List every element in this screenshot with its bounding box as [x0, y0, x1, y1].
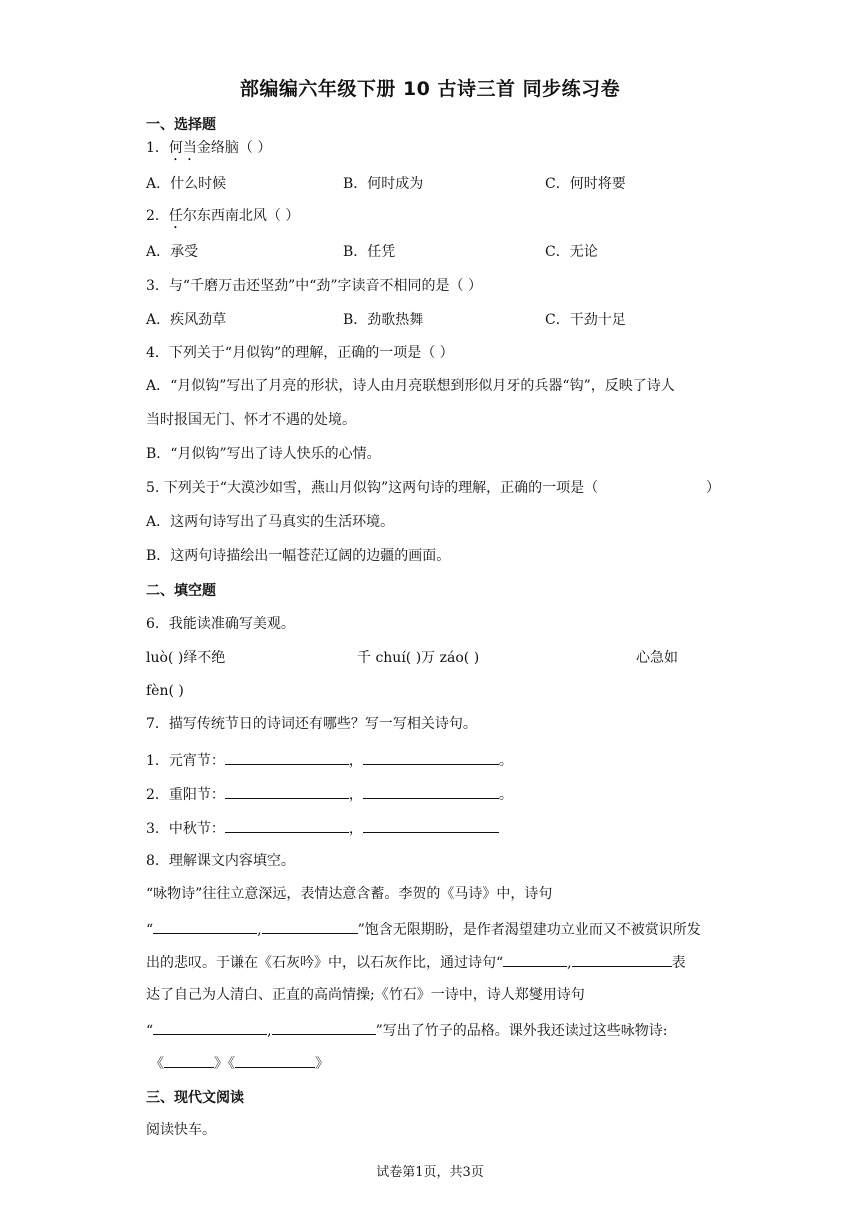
page-footer: 试卷第1页，共3页 [376, 1165, 484, 1180]
question-8-stem: 8．理解课文内容填空。 [146, 853, 295, 869]
festival-label: 3．中秋节： [146, 821, 225, 837]
question-3-stem: 3．与“千磨万击还坚劲”中“劲”字读音不相同的是（ ） [146, 278, 482, 294]
question-5-paren: ） [706, 480, 720, 496]
quote-mark: “ [146, 1023, 154, 1039]
page-title: 部编编六年级下册 10 古诗三首 同步练习卷 [239, 78, 621, 100]
answer-blank[interactable] [272, 1019, 376, 1035]
festival-item [146, 817, 499, 839]
option-a: A．承受 [146, 244, 199, 260]
pinyin-item-1: luò( )绎不绝 [146, 650, 226, 666]
section-heading-choice: 一、选择题 [146, 117, 216, 133]
pinyin-item-3-continued: fèn( ) [146, 683, 184, 699]
emphasized-word: 任 [168, 208, 183, 224]
answer-blank[interactable] [235, 1052, 315, 1068]
option-b: B．这两句诗描绘出一幅苍茫辽阔的边疆的画面。 [146, 548, 451, 564]
paragraph-line [146, 1019, 668, 1041]
question-4-stem: 4．下列关于“月似钩”的理解，正确的一项是（ ） [146, 345, 454, 361]
bracket: 》《 [214, 1056, 235, 1072]
comma: , [267, 1023, 272, 1039]
festival-item [146, 783, 513, 805]
question-text: 尔东西南北风（ ） [182, 208, 300, 224]
section-heading-reading: 三、现代文阅读 [146, 1090, 244, 1106]
question-number: 1． [146, 140, 169, 156]
comma: ， [348, 821, 363, 837]
option-c: C．干劲十足 [545, 312, 626, 328]
bracket: 》 [315, 1056, 329, 1072]
answer-blank[interactable] [164, 1052, 214, 1068]
answer-blank[interactable] [225, 817, 349, 833]
paragraph-text: 出的悲叹。于谦在《石灰吟》中，以石灰作比，通过诗句“ [146, 955, 504, 971]
option-b: B．何时成为 [343, 176, 424, 192]
reading-intro: 阅读快车。 [146, 1122, 216, 1138]
option-c: C．何时将要 [545, 176, 626, 192]
pinyin-item-3: 心急如 [636, 650, 678, 666]
answer-blank[interactable] [153, 1019, 267, 1035]
answer-blank[interactable] [572, 951, 672, 967]
option-a: A．疾风劲草 [146, 312, 227, 328]
question-7-stem: 7．描写传统节日的诗词还有哪些？写一写相关诗句。 [146, 716, 477, 732]
option-a-continued: 当时报国无门、怀才不遇的处境。 [146, 412, 356, 428]
festival-label: 1．元宵节： [146, 753, 225, 769]
question-2-stem [146, 206, 299, 232]
question-1-stem [146, 138, 271, 164]
quote-mark: “ [146, 922, 154, 938]
answer-blank[interactable] [262, 918, 358, 934]
festival-item [146, 749, 513, 771]
comma: , [257, 922, 262, 938]
pinyin-item-2: 千 chuí( )万 záo( ) [357, 650, 480, 666]
festival-label: 2．重阳节： [146, 787, 225, 803]
paragraph-text: ”饱含无限期盼，是作者渴望建功立业而又不被赏识所发 [357, 922, 701, 938]
poem-titles-line [150, 1052, 329, 1074]
answer-blank[interactable] [363, 783, 499, 799]
question-number: 2． [146, 208, 169, 224]
option-b: B．“月似钩”写出了诗人快乐的心情。 [146, 446, 381, 462]
answer-blank[interactable] [225, 749, 349, 765]
answer-blank[interactable] [503, 951, 567, 967]
answer-blank[interactable] [225, 783, 349, 799]
paragraph-line [146, 951, 686, 973]
question-5-stem: 5. 下列关于“大漠沙如雪，燕山月似钩”这两句诗的理解，正确的一项是（ [146, 480, 599, 496]
option-a: A．这两句诗写出了马真实的生活环境。 [146, 514, 395, 530]
bracket: 《 [150, 1056, 164, 1072]
answer-blank[interactable] [363, 749, 499, 765]
option-c: C．无论 [545, 244, 598, 260]
option-b: B．任凭 [343, 244, 396, 260]
option-a: A．什么时候 [146, 176, 227, 192]
paragraph-text: 表 [671, 955, 686, 971]
period: 。 [498, 753, 513, 769]
comma: ， [348, 787, 363, 803]
option-a: A．“月似钩”写出了月亮的形状，诗人由月亮联想到形似月牙的兵器“钩”，反映了诗人 [146, 378, 675, 394]
period: 。 [498, 787, 513, 803]
answer-blank[interactable] [153, 918, 257, 934]
question-text: 金络脑（ ） [196, 140, 272, 156]
paragraph-text: ”写出了竹子的品格。课外我还读过这些咏物诗: [375, 1023, 668, 1039]
paragraph-line [146, 918, 701, 940]
option-b: B．劲歌热舞 [343, 312, 424, 328]
comma: ， [348, 753, 363, 769]
paragraph-line: “咏物诗”往往立意深远，表情达意含蓄。李贺的《马诗》中，诗句 [146, 886, 553, 902]
section-heading-fill: 二、填空题 [146, 583, 216, 599]
emphasized-word: 何当 [168, 140, 197, 156]
paragraph-line: 达了自己为人清白、正直的高尚情操;《竹石》一诗中，诗人郑燮用诗句 [146, 987, 585, 1003]
question-6-stem: 6．我能读准确写美观。 [146, 616, 295, 632]
answer-blank[interactable] [363, 817, 499, 833]
comma: , [567, 955, 572, 971]
